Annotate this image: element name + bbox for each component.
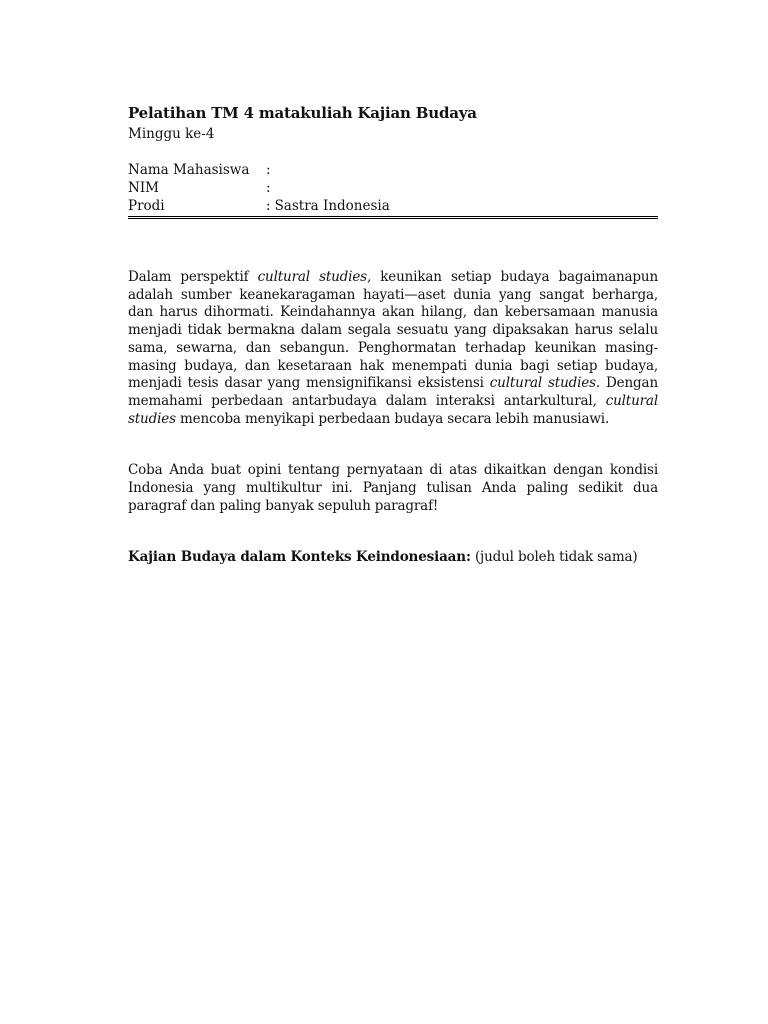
double-rule-divider	[128, 216, 658, 219]
italic-term: cultural studies	[128, 392, 658, 427]
paragraph-text: . Dengan memahami perbedaan antarbudaya dalam interaksi antarkultural,	[128, 375, 658, 409]
field-separator: :	[266, 180, 271, 196]
paragraph-text: Dalam perspektif	[128, 269, 258, 285]
italic-term: cultural studies	[257, 269, 367, 285]
essay-title-note: (judul boleh tidak sama)	[470, 549, 638, 566]
student-info-fields	[128, 161, 658, 215]
essay-title-line	[128, 548, 658, 566]
paragraph-instruction: Coba Anda buat opini tentang pernyataan di atas dikaitkan dengan kondisi Indonesia yang multikultur ini. Panjang tulisan Anda paling sedikit dua paragraf dan paling banyak sepuluh paragraf!	[128, 462, 658, 514]
field-label-nim: NIM	[128, 180, 159, 196]
field-separator: :	[266, 162, 271, 178]
field-label-prodi: Prodi	[128, 198, 165, 214]
document-subtitle: Minggu ke-4	[128, 126, 215, 142]
field-row-nama	[128, 161, 658, 179]
document-title: Pelatihan TM 4 matakuliah Kajian Budaya	[128, 104, 477, 122]
field-row-prodi	[128, 197, 658, 215]
paragraph-text: , keunikan setiap budaya bagaimanapun adalah sumber keanekaragaman hayati—aset dunia yang sangat berharga, dan harus dihormati. Keindahannya akan hilang, dan kebersamaan manusia menjadi tidak bermakna dalam segala sesuatu yang dipaksakan harus selalu sama, sewarna, dan sebangun. Penghormatan terhadap keunikan masing-masing budaya, dan kesetaraan hak menempati dunia bagi setiap budaya, menjadi tesis dasar yang mensignifikansi eksistensi	[128, 269, 658, 392]
field-separator: :	[266, 198, 271, 214]
paragraph-cultural-studies	[128, 269, 658, 428]
paragraph-text: mencoba menyikapi perbedaan budaya secara lebih manusiawi.	[175, 410, 610, 427]
document-page	[128, 102, 658, 566]
field-row-nim	[128, 179, 658, 197]
field-value-prodi: Sastra Indonesia	[274, 198, 390, 214]
field-label-nama: Nama Mahasiswa	[128, 162, 250, 178]
italic-term: cultural studies	[489, 375, 596, 392]
essay-title-bold: Kajian Budaya dalam Konteks Keindonesiaan:	[128, 549, 471, 566]
